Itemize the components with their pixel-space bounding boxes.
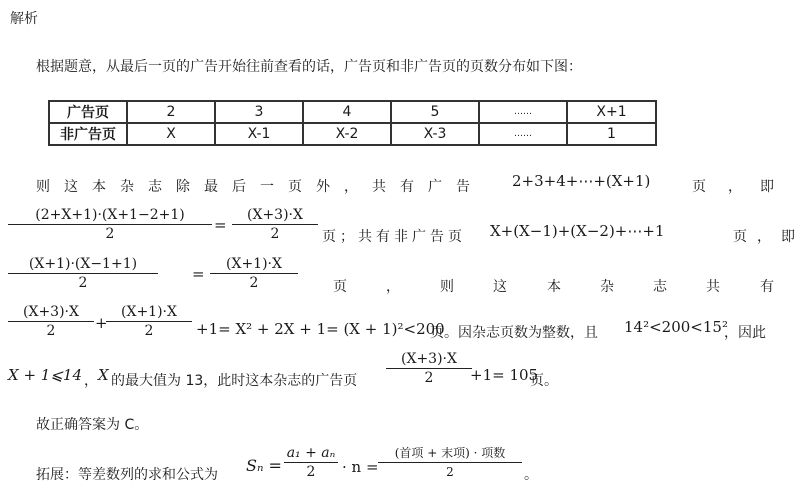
fraction-denominator: 2 [424,370,434,386]
line5-math: X + 1⩽14 [8,366,82,384]
line2-fraction-1 [8,206,212,243]
extension-fraction-2 [378,444,522,481]
line1-suffix-page: 页 [692,179,706,195]
line1-math: 2+3+4+⋯+(X+1) [512,172,651,190]
table-cell: …… [479,123,567,145]
table-cell: …… [479,101,567,123]
fraction-numerator: (首项 + 末项) · 项数 [378,444,522,463]
line4-math: +1= X² + 2X + 1= (X + 1)²<200 [196,320,445,338]
line2-suffix: 页，即 [733,229,805,245]
line3-fraction-1 [8,255,158,292]
row-header-non-ad: 非广告页 [49,123,127,145]
line2-equals: = [214,216,227,234]
fraction-denominator: 2 [446,465,454,479]
fraction-numerator: (X+3)·X [386,350,472,369]
line2-text: 页；共有非广告页 [322,229,466,245]
intro-paragraph: 根据题意，从最后一页的广告开始往前查看的话，广告页和非广告页的页数分布如下图： [36,59,582,75]
fraction-denominator: 2 [105,226,115,242]
extension-end: 。 [524,467,538,483]
line3-word: 页 [333,279,347,295]
line3-word: ， [386,279,400,295]
line3-equals: = [192,265,205,283]
line2-fraction-2 [232,206,318,243]
line3-word: 有 [760,279,774,295]
fraction-numerator: (X+3)·X [8,303,94,322]
line4-fraction-1 [8,303,94,340]
line3-word: 这 [493,279,507,295]
fraction-numerator: (2+X+1)·(X+1−2+1) [8,206,212,225]
line3-word: 则 [440,279,454,295]
fraction-numerator: (X+1)·(X−1+1) [8,255,158,274]
table-cell: X-3 [391,123,479,145]
fraction-denominator: 2 [78,275,88,291]
line4-plus: + [95,314,108,332]
fraction-denominator: 2 [270,226,280,242]
table-cell: 3 [215,101,303,123]
fraction-numerator: (X+3)·X [232,206,318,225]
line1-comma: ， [728,179,742,195]
table-cell: 5 [391,101,479,123]
line4-text: 页。因杂志页数为整数，且 [430,325,598,341]
table-cell: 1 [567,123,656,145]
table-cell: X [127,123,215,145]
line4-text-2: ，因此 [724,325,766,341]
extension-fraction-1 [284,444,338,481]
line4-fraction-2 [106,303,192,340]
extension-prefix: 拓展：等差数列的求和公式为 [36,467,218,483]
extension-sn: Sₙ = [246,456,282,475]
table-cell: X+1 [567,101,656,123]
line5-suffix: 页。 [530,373,558,389]
line3-word: 本 [547,279,561,295]
extension-mid: · n = [342,458,379,476]
fraction-denominator: 2 [249,275,259,291]
answer-line: 故正确答案为 C。 [36,417,149,433]
table-cell: 2 [127,101,215,123]
line3-word: 杂 [600,279,614,295]
table-cell: X-2 [303,123,391,145]
line5-math-result: +1= 105 [470,366,539,384]
page-distribution-table [48,100,657,146]
table-cell: 4 [303,101,391,123]
line1-text: 则这本杂志除最后一页外，共有广告 [36,179,484,195]
line5-math-x: X [98,366,109,384]
fraction-numerator: a₁ + aₙ [284,444,338,463]
line5-comma: ， [84,373,98,389]
line3-word: 共 [706,279,720,295]
line4-math-2: 14²<200<15² [624,318,728,336]
line3-word: 志 [653,279,667,295]
fraction-denominator: 2 [46,323,56,339]
line3-fraction-2 [210,255,298,292]
table-row-non-ad-pages [49,123,656,145]
fraction-numerator: (X+1)·X [210,255,298,274]
line5-text: 的最大值为 13，此时这本杂志的广告页 [111,373,358,389]
fraction-numerator: (X+1)·X [106,303,192,322]
heading: 解析 [10,11,38,27]
fraction-denominator: 2 [144,323,154,339]
row-header-ad: 广告页 [49,101,127,123]
line5-fraction [386,350,472,387]
table-cell: X-1 [215,123,303,145]
line1-suffix-namely: 即 [760,179,774,195]
fraction-denominator: 2 [306,464,316,480]
line2-math: X+(X−1)+(X−2)+⋯+1 [490,222,665,240]
table-row-ad-pages [49,101,656,123]
